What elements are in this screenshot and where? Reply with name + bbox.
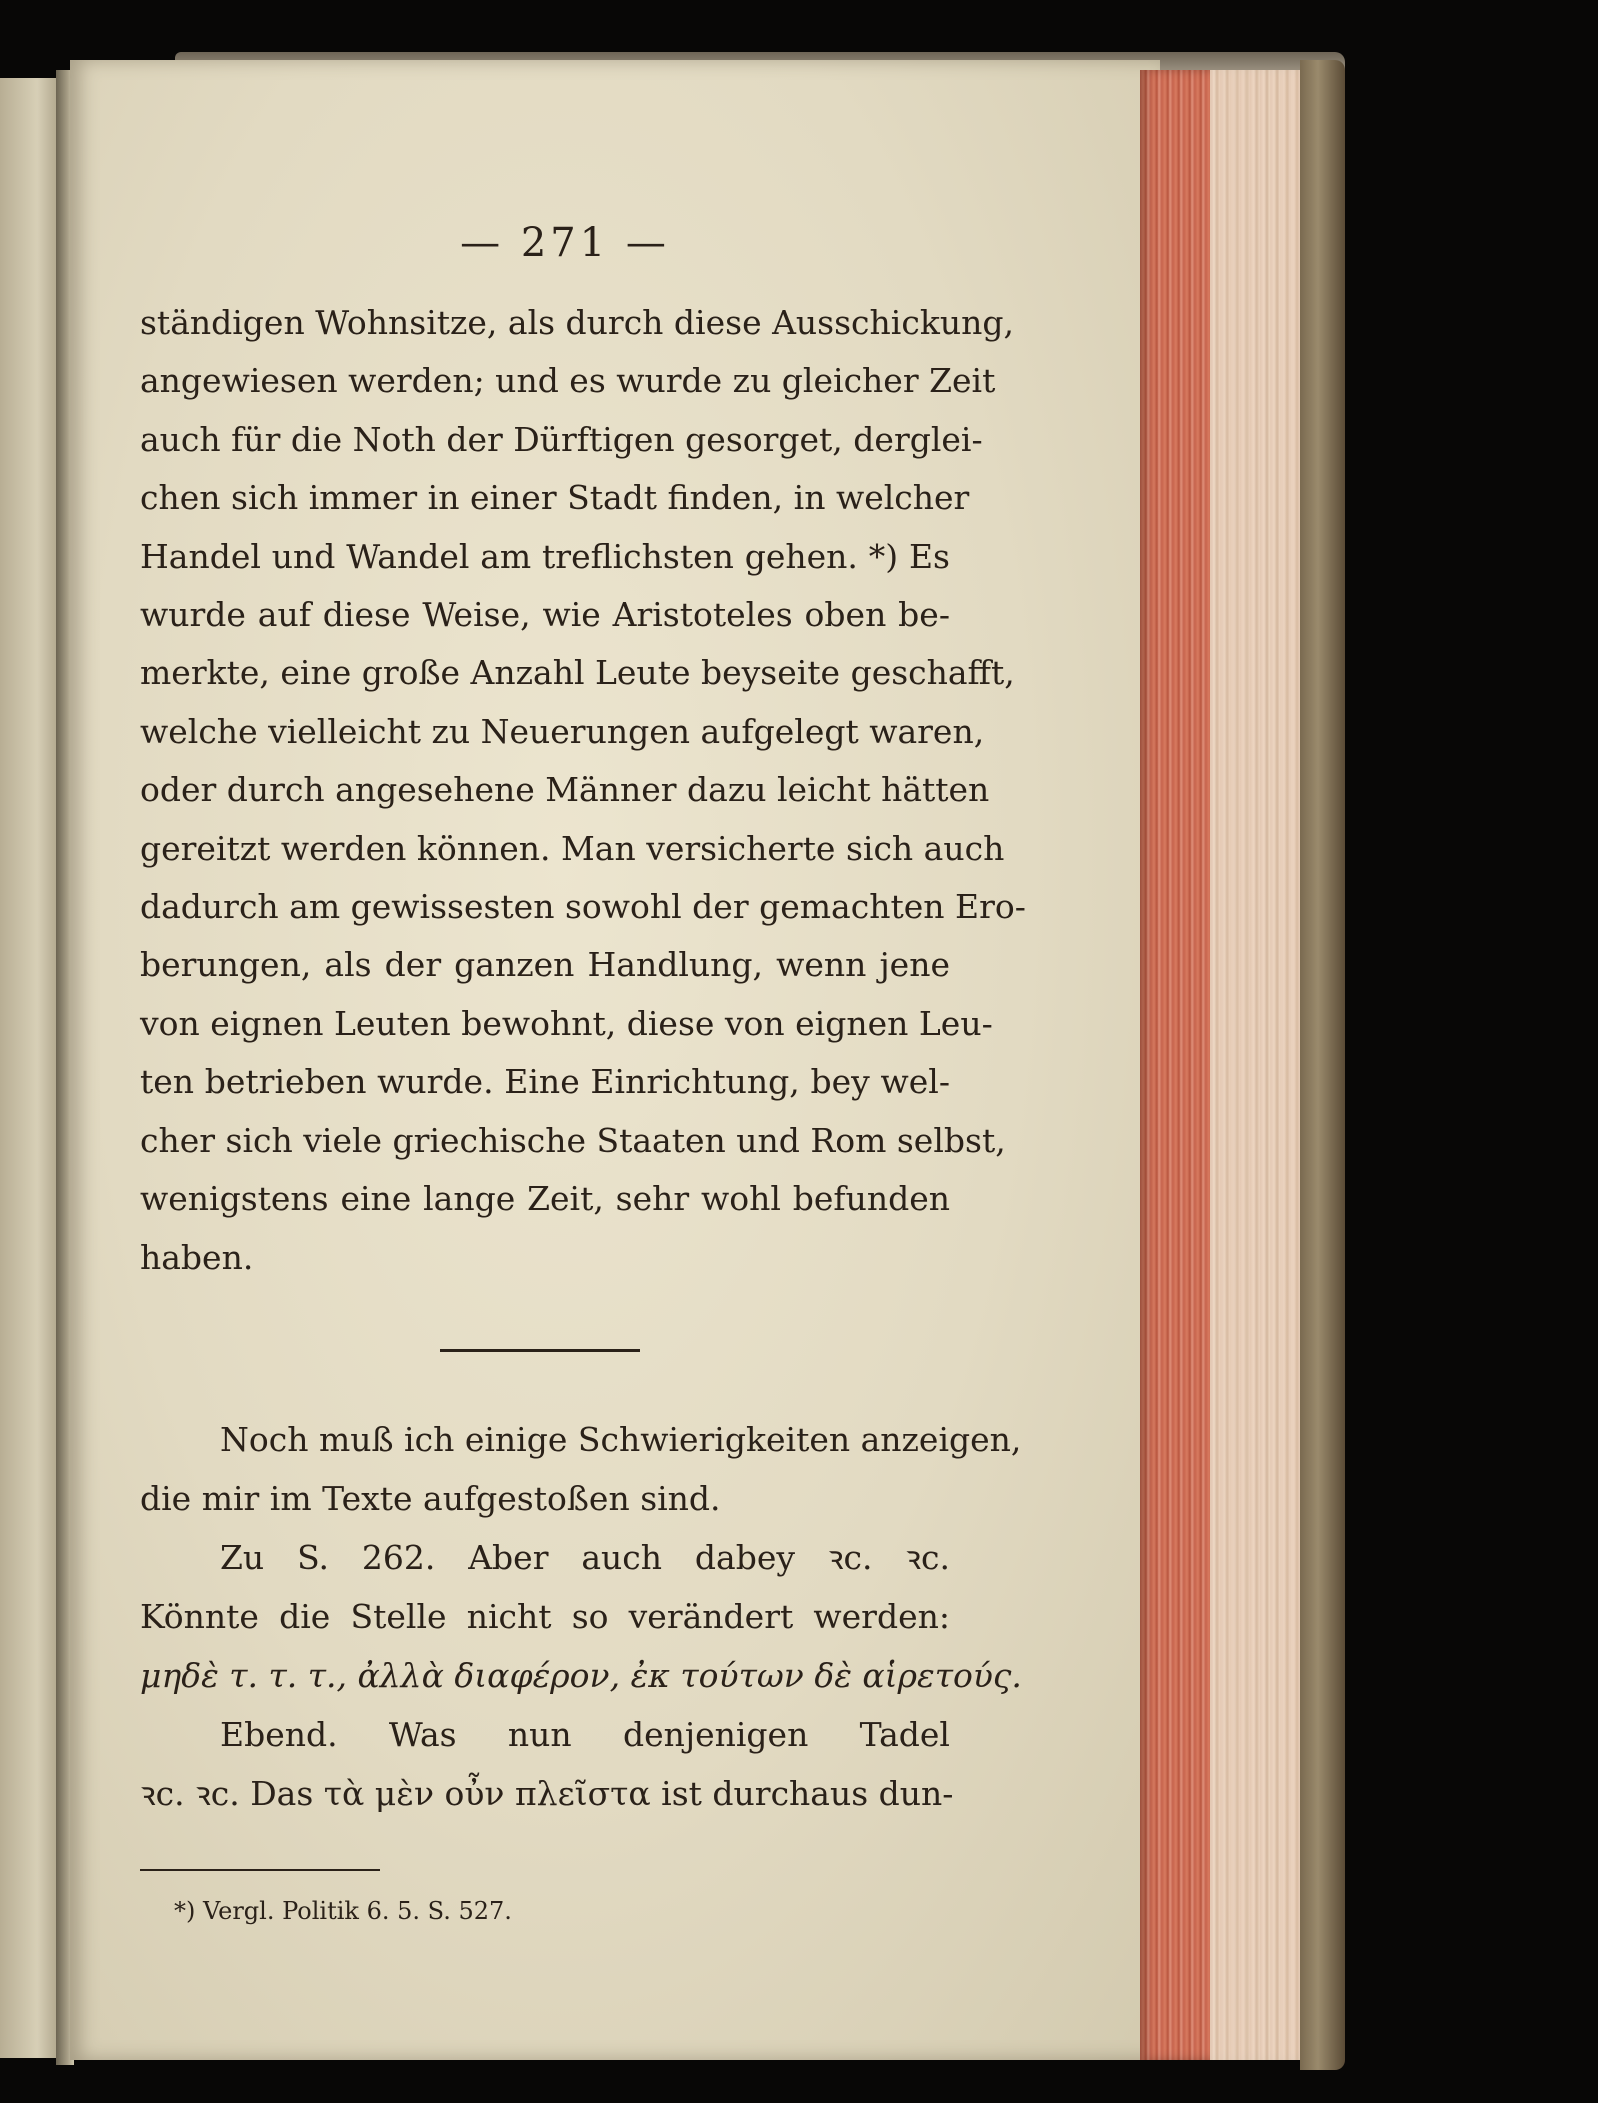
book-cover-edge [1300, 60, 1345, 2070]
text-line: berungen, als der ganzen Handlung, wenn jene [140, 945, 950, 985]
text-line: gereitzt werden können. Man versicherte sich auch [140, 828, 1005, 868]
text-line: haben. [140, 1237, 254, 1277]
text-line: oder durch angesehene Männer dazu leicht hätten [140, 770, 990, 810]
paragraph-2 [140, 1410, 1022, 1528]
page-text [140, 220, 1026, 1925]
text-line: ꝛc. ꝛc. Das τὰ μὲν οὖν πλεῖστα ist durchaus dun- [140, 1773, 954, 1813]
text-line: wurde auf diese Weise, wie Aristoteles oben be- [140, 595, 950, 635]
text-line: Handel und Wandel am treflichsten gehen. *) Es [140, 536, 950, 576]
section-divider [440, 1349, 640, 1352]
paragraph-3 [140, 1528, 1022, 1705]
text-line: von eignen Leuten bewohnt, diese von eignen Leu- [140, 1003, 993, 1043]
paragraph-4 [140, 1705, 954, 1823]
greek-text-line: μηδὲ τ. τ. τ., ἀλλὰ διαφέρον, ἐκ τούτων δὲ αἱρετούς. [140, 1655, 1022, 1695]
text-line: welche vielleicht zu Neuerungen aufgelegt waren, [140, 711, 985, 751]
page-fore-edge [1140, 70, 1310, 2060]
footnote: *) Vergl. Politik 6. 5. S. 527. [174, 1896, 512, 1925]
left-page-edge [0, 78, 62, 2058]
text-line: angewiesen werden; und es wurde zu gleicher Zeit [140, 361, 996, 401]
text-line: die mir im Texte aufgestoßen sind. [140, 1478, 721, 1518]
text-line: auch für die Noth der Dürftigen gesorget, derglei- [140, 419, 983, 459]
text-line: Noch muß ich einige Schwierigkeiten anzeigen, [220, 1419, 1022, 1459]
text-line: ten betrieben wurde. Eine Einrichtung, bey wel- [140, 1062, 950, 1102]
text-line: dadurch am gewissesten sowohl der gemachten Ero- [140, 887, 1026, 927]
text-line: merkte, eine große Anzahl Leute beyseite geschafft, [140, 653, 1015, 693]
text-line: Könnte die Stelle nicht so verändert werden: [140, 1596, 950, 1636]
page-number: — 271 — [460, 220, 670, 266]
footnote-rule [140, 1869, 380, 1871]
fore-edge-light [1210, 70, 1300, 2060]
text-line: wenigstens eine lange Zeit, sehr wohl befunden [140, 1179, 950, 1219]
text-line: Ebend. Was nun denjenigen Tadel [220, 1714, 950, 1754]
text-line: ständigen Wohnsitze, als durch diese Ausschickung, [140, 303, 1014, 342]
text-line: cher sich viele griechische Staaten und Rom selbst, [140, 1120, 1006, 1160]
paragraph-1 [140, 294, 1026, 1287]
text-line: Zu S. 262. Aber auch dabey ꝛc. ꝛc. [220, 1537, 950, 1577]
text-line: chen sich immer in einer Stadt finden, in welcher [140, 478, 970, 518]
